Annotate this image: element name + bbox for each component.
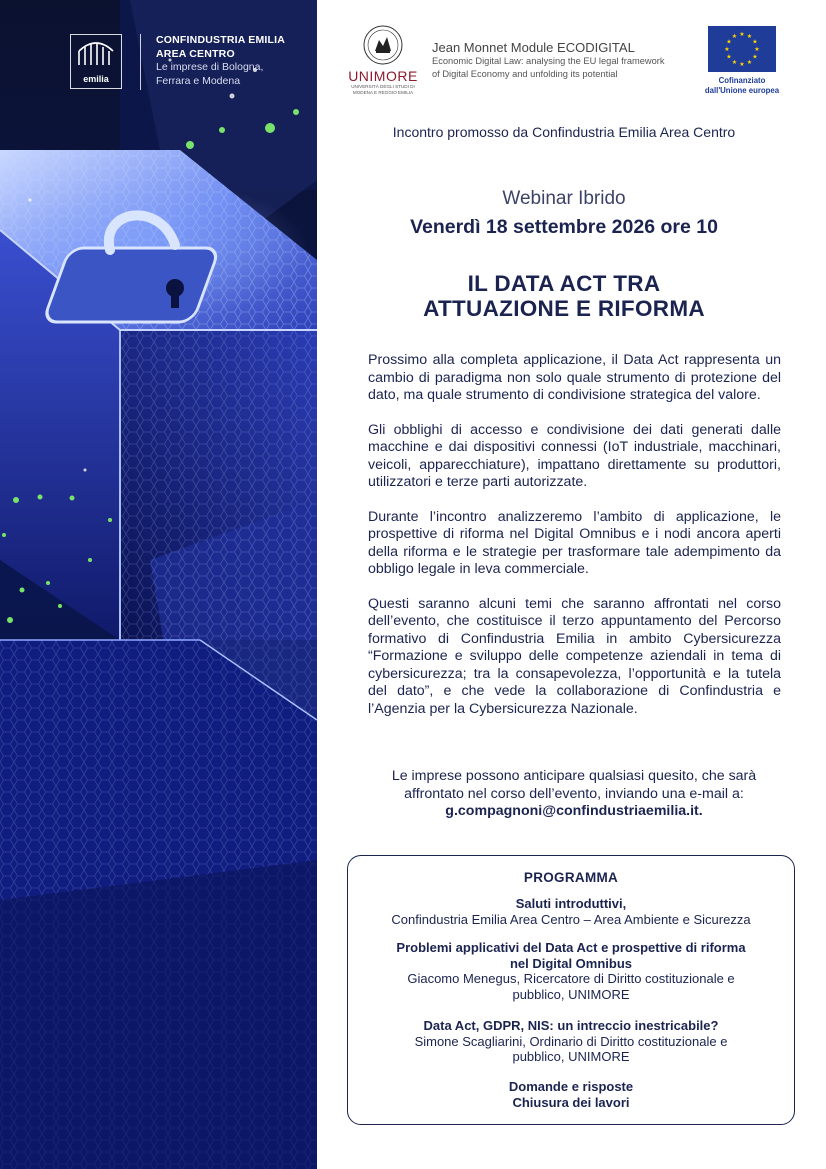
org-text (156, 34, 285, 88)
unimore-subtitle-1: UNIVERSITÀ DEGLI STUDI DI (351, 84, 415, 89)
cybersecurity-illustration (0, 0, 317, 1169)
logo-divider (140, 34, 141, 90)
programme-item-speaker: Confindustria Emilia Area Centro – Area Ambiente e Sicurezza (391, 911, 751, 927)
programme-item-title: Data Act, GDPR, NIS: un intreccio inestricabile? (423, 1018, 719, 1033)
svg-text:★: ★ (726, 38, 732, 46)
programme-item-title-continued: nel Digital Omnibus (509, 955, 633, 971)
programme-item-title: Saluti introduttivi, (515, 896, 627, 911)
programme-item (372, 896, 770, 927)
unimore-subtitle-2: MODENA E REGGIO EMILIA (352, 89, 414, 95)
programme-item-speaker: Simone Scagliarini, Ordinario di Diritto costituzionale e (414, 1033, 728, 1049)
programme-item-title-continued: Chiusura dei lavori (512, 1094, 630, 1110)
contact-info (360, 768, 788, 821)
programme-item (372, 1018, 770, 1065)
svg-text:★: ★ (752, 38, 758, 46)
event-title (360, 271, 768, 321)
confindustria-mark (70, 34, 122, 89)
programme-item (372, 1079, 770, 1110)
svg-text:★: ★ (731, 59, 738, 66)
eu-caption (704, 76, 780, 95)
description-paragraph: Prossimo alla completa applicazione, il Data Act rappresenta un cambio di paradigma non solo quale strumento di protezione del dato, ma quale strumento di condivisione strategica del valore. (368, 352, 781, 403)
jean-monnet-subtitle-1: Economic Digital Law: analysing the EU legal framework (432, 56, 665, 66)
svg-text:★: ★ (746, 59, 753, 66)
confindustria-emilia-logo (70, 34, 300, 94)
org-tagline-line-1: Le imprese di Bologna, (156, 61, 264, 73)
programme-item-speaker-continued: pubblico, UNIMORE (512, 986, 630, 1002)
programme-item-speaker-continued: pubblico, UNIMORE (512, 1049, 630, 1064)
jean-monnet-logo (432, 40, 697, 80)
shell-icon (77, 41, 115, 67)
webinar-date: Venerdì 18 settembre 2026 ore 10 (410, 216, 718, 238)
eu-flag-icon (708, 26, 776, 72)
description-paragraph: Questi saranno alcuni temi che saranno affrontati nel corso dell’evento, che costituisce il terzo appuntamento del Percorso formativo di Confindustria Emilia in ambito Cybersicurezza “Formazione e sviluppo delle competenze aziendali in tema di cybersicurezza; tra la consapevolezza, l’opportunità e la tutela del dato”, e che vede la collaborazione di Confindustria e l’Agenzia per la Cybersicurezza Nazionale. (368, 595, 781, 717)
programme-item-title: Problemi applicativi del Data Act e prospettive di riforma (396, 940, 746, 955)
programme-box (347, 855, 795, 1125)
programme-item-speaker: Giacomo Menegus, Ricercatore di Diritto costituzionale e (407, 971, 735, 986)
webinar-type: Webinar Ibrido (502, 188, 626, 209)
svg-text:★: ★ (746, 33, 753, 40)
svg-text:★: ★ (726, 53, 732, 61)
cover-image-panel (0, 0, 317, 1169)
jean-monnet-title: Jean Monnet Module ECODIGITAL (432, 40, 635, 55)
description-paragraph: Durante l’incontro analizzeremo l’ambito di applicazione, le prospettive di riforma nel Digital Omnibus e i nodi ancora aperti della riforma e le strategie per trasformare tale adempimento da obbligo legale in leva commerciale. (368, 508, 781, 577)
description-paragraph: Gli obblighi di accesso e condivisione dei dati generati dalle macchine e dai dispositivi connessi (IoT industriale, macchinari, veicoli, apparecchiature), impattano direttamente su produttori, utilizzatori e terze parti autorizzate. (368, 421, 781, 490)
svg-text:★: ★ (731, 33, 738, 40)
contact-email-link[interactable]: g.compagnoni@confindustriaemilia.it. (445, 803, 703, 819)
unimore-name: UNIMORE (348, 68, 418, 84)
svg-text:★: ★ (739, 61, 745, 68)
org-name-line-1: CONFINDUSTRIA EMILIA (156, 34, 286, 46)
event-description (368, 352, 781, 735)
eu-cofunded-logo (704, 26, 780, 95)
programme-item (372, 940, 770, 1002)
promoter-line: Incontro promosso da Confindustria Emilia Area Centro (392, 124, 736, 140)
jean-monnet-subtitle-2: of Digital Economy and unfolding its potential (432, 68, 618, 79)
contact-line-1: Le imprese possono anticipare qualsiasi quesito, che sarà (391, 768, 757, 784)
svg-text:★: ★ (724, 46, 730, 53)
event-title-line-2: ATTUAZIONE E RIFORMA (423, 296, 705, 321)
programme-item-title: Domande e risposte (508, 1079, 634, 1094)
eu-caption-line-2: dall'Unione europea (704, 85, 780, 95)
event-title-line-1: IL DATA ACT TRA (467, 271, 661, 296)
unimore-seal-icon (360, 24, 406, 66)
programme-heading: PROGRAMMA (523, 870, 619, 885)
contact-line-2: affrontato nel corso dell’evento, inviando una e-mail a: (404, 785, 744, 802)
org-tagline-line-2: Ferrara e Modena (156, 74, 241, 87)
svg-text:★: ★ (739, 31, 745, 38)
org-name-line-2: AREA CENTRO (156, 47, 235, 60)
unimore-logo (343, 24, 423, 100)
eu-caption-line-1: Cofinanziato (718, 76, 766, 85)
svg-text:★: ★ (752, 53, 758, 61)
svg-text:★: ★ (754, 46, 760, 53)
logo-mark-text: emilia (83, 74, 109, 84)
